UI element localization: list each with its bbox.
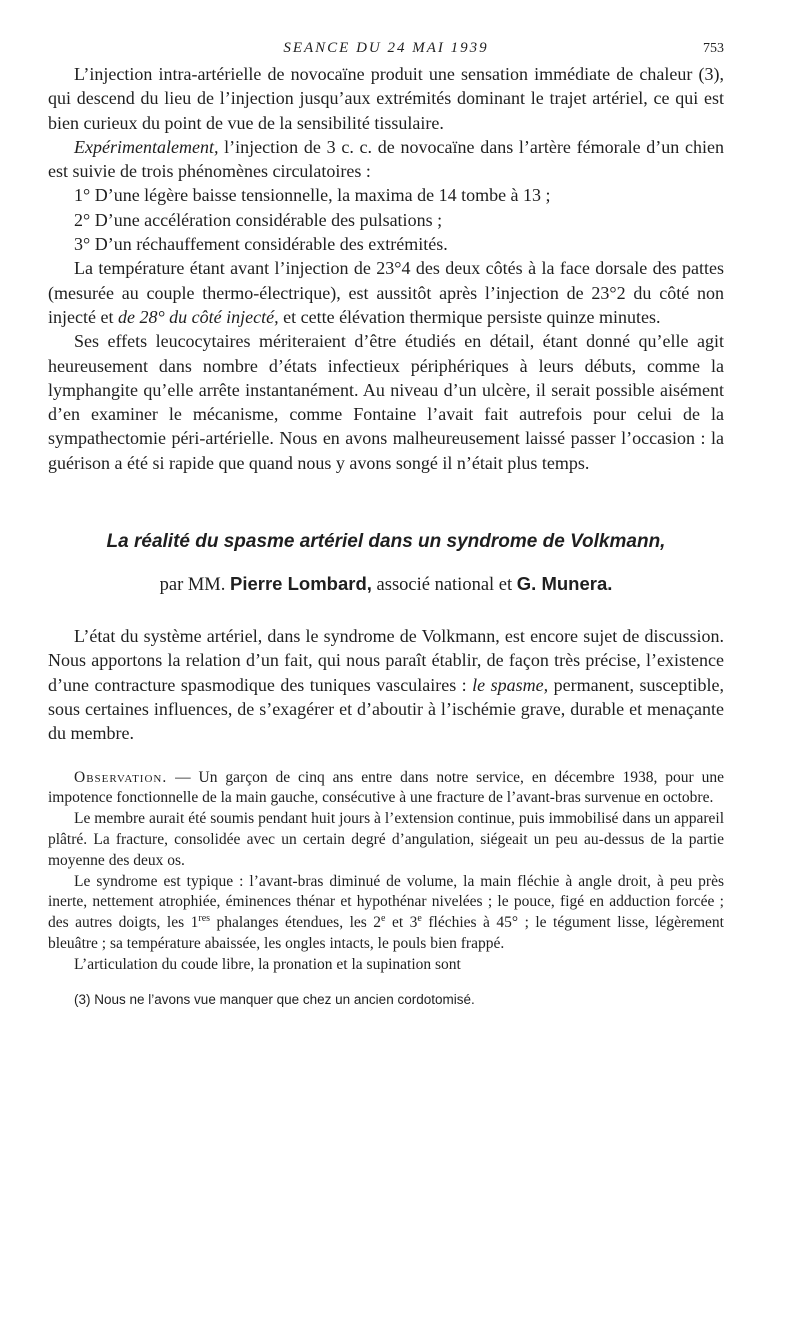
- paragraph-experimental: [48, 135, 724, 184]
- italic-phrase: de 28° du côté injecté,: [117, 306, 279, 327]
- running-title: SEANCE DU 24 MAI 1939: [283, 40, 489, 56]
- italic-term: le spasme,: [472, 674, 549, 695]
- paragraph-observation-3: [48, 872, 724, 955]
- paragraph-text: permanent, susceptible, sous certaines influences, de s’exagérer et d’aboutir à l’ischémie grave, durable et menaçante du membre.: [48, 674, 725, 744]
- superscript: e: [417, 912, 422, 924]
- paragraph-observation-4: L’articulation du coude libre, la pronation et la supination sont: [74, 955, 461, 973]
- page-number: 753: [703, 41, 724, 56]
- paragraph-intro: L’injection intra-artérielle de novocaïne produit une sensation immédiate de chaleur (3), qui descend du lieu de l’injection jusqu’aux extrémités dominant le trajet artériel, ce qui est bien curieux du point de vue de la sensibilité tissulaire.: [48, 64, 724, 133]
- paragraph-text: et cette élévation thermique persiste quinze minutes.: [278, 306, 661, 327]
- article-abstract: [48, 624, 724, 745]
- footnote: (3) Nous ne l’avons vue manquer que chez un ancien cordotomisé.: [74, 991, 475, 1007]
- article-authors: [48, 573, 724, 596]
- paragraph-temperature: [48, 256, 724, 329]
- italic-term: Expérimentalement,: [74, 136, 219, 157]
- authors-middle: associé national et: [371, 575, 517, 596]
- superscript: e: [381, 912, 386, 924]
- article-title: La réalité du spasme artériel dans un syndrome de Volkmann,: [106, 531, 666, 553]
- authors-prefix: par MM.: [159, 575, 231, 596]
- paragraph-observation-2: Le membre aurait été soumis pendant huit jours à l’extension continue, puis immobilisé dans un appareil plâtré. La fracture, consolidée avec un certain degré d’angulation, siégeait un peu au-dessus de la partie moyenne des deux os.: [48, 810, 724, 869]
- list-item: 2° D’une accélération considérable des pulsations ;: [74, 209, 443, 230]
- paragraph-observation: [48, 768, 724, 810]
- author-name: Pierre Lombard,: [230, 573, 372, 595]
- observation-label: Observation.: [74, 768, 168, 786]
- superscript: res: [198, 912, 211, 924]
- paragraph-text: et 3: [385, 914, 418, 932]
- author-name: G. Munera.: [516, 573, 613, 595]
- paragraph-text: — Un garçon de cinq ans entre dans notre service, en décembre 1938, pour une impotence fonctionnelle de la main gauche, consécutive à une fracture de l’avant-bras survenue en octobre.: [48, 768, 724, 807]
- list-item: 1° D’une légère baisse tensionnelle, la maxima de 14 tombe à 13 ;: [74, 185, 551, 206]
- observation-section: [48, 768, 724, 976]
- paragraph-text: l’injection de 3 c. c. de novocaïne dans l’artère fémorale d’un chien est suivie de trois phénomènes circulatoires :: [48, 136, 724, 182]
- running-header: [48, 36, 724, 62]
- paragraph-effects: Ses effets leucocytaires mériteraient d’être étudiés en détail, étant donné qu’elle agit heureusement dans nombre d’états infectieux périphériques à leurs débuts, comme la lymphangite qu’elle arrête instantanément. Au niveau d’un ulcère, il serait possible aisément d’en examiner le mécanisme, comme Fontaine l’avait fait autrefois pour celui de la sympathectomie péri-artérielle. Nous en avons malheureusement laissé passer l’occasion : la guérison a été si rapide que quand nous y avons songé il n’était plus temps.: [48, 331, 724, 473]
- page: [48, 36, 724, 1007]
- paragraph-abstract: [48, 624, 724, 745]
- paragraph-text: fléchies à 45° ; le tégument lisse, légèrement bleuâtre ; sa température abaissée, les ongles intacts, le pouls bien frappé.: [48, 914, 724, 952]
- previous-article-body: [48, 62, 724, 475]
- paragraph-text: La température étant avant l’injection de 23°4 des deux côtés à la face dorsale des pattes (mesurée au couple thermo-électrique), est aussitôt après l’injection de 23°2 du côté non injecté et: [48, 258, 724, 327]
- paragraph-text: L’état du système artériel, dans le syndrome de Volkmann, est encore sujet de discussion. Nous apportons la relation d’un fait, qui nous paraît établir, de façon très précise, l’existence d’une contracture spasmodique des tuniques vasculaires :: [48, 626, 724, 695]
- list-item: 3° D’un réchauffement considérable des extrémités.: [74, 234, 448, 255]
- paragraph-text: phalanges étendues, les 2: [210, 914, 382, 932]
- paragraph-text: Le syndrome est typique : l’avant-bras diminué de volume, la main fléchie à angle droit, à peu près inerte, nettement atrophiée, éminences thénar et hypothénar nivelées ; le pouce, figé en adduction forcée ; des autres doigts, les 1: [48, 872, 724, 932]
